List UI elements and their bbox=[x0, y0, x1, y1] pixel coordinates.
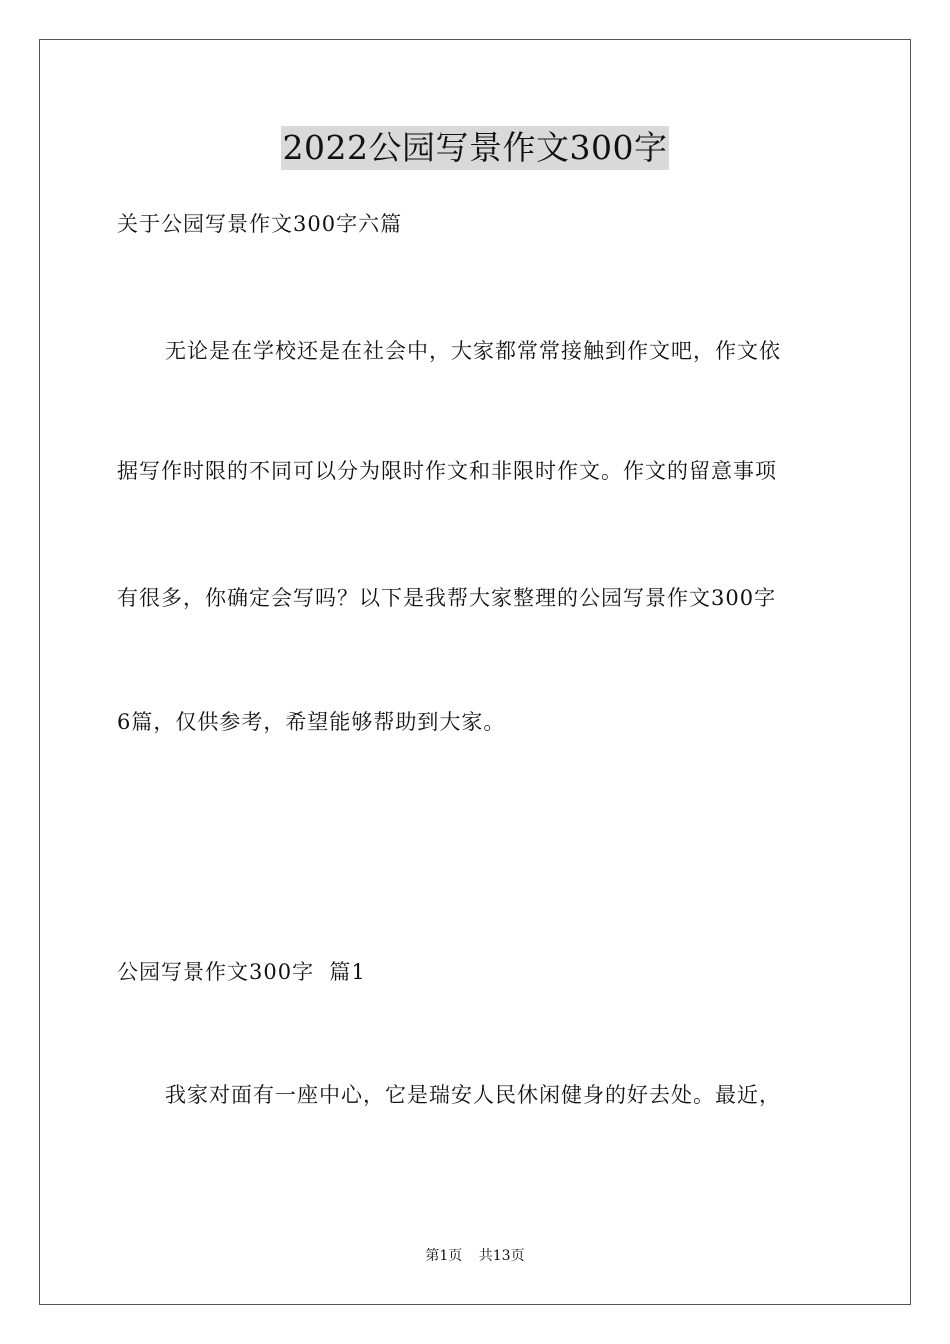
intro-line-1: 无论是在学校还是在社会中，大家都常常接触到作文吧，作文依 bbox=[165, 339, 781, 363]
intro-line-3: 有很多，你确定会写吗？以下是我帮大家整理的公园写景作文300字 bbox=[117, 586, 777, 610]
page-total: 共13页 bbox=[478, 1248, 525, 1264]
intro-line-2: 据写作时限的不同可以分为限时作文和非限时作文。作文的留意事项 bbox=[117, 459, 777, 483]
page-footer bbox=[0, 1247, 950, 1265]
section-paragraph-line-1: 我家对面有一座中心，它是瑞安人民休闲健身的好去处。最近， bbox=[165, 1083, 781, 1107]
intro-line-4: 6篇，仅供参考，希望能够帮助到大家。 bbox=[117, 710, 506, 734]
document-title: 2022公园写景作文300字 bbox=[281, 126, 670, 170]
document-subtitle: 关于公园写景作文300字六篇 bbox=[117, 212, 403, 236]
page-number: 第1页 bbox=[425, 1248, 463, 1264]
section-heading: 公园写景作文300字 篇1 bbox=[117, 960, 366, 984]
title-container bbox=[0, 126, 950, 170]
